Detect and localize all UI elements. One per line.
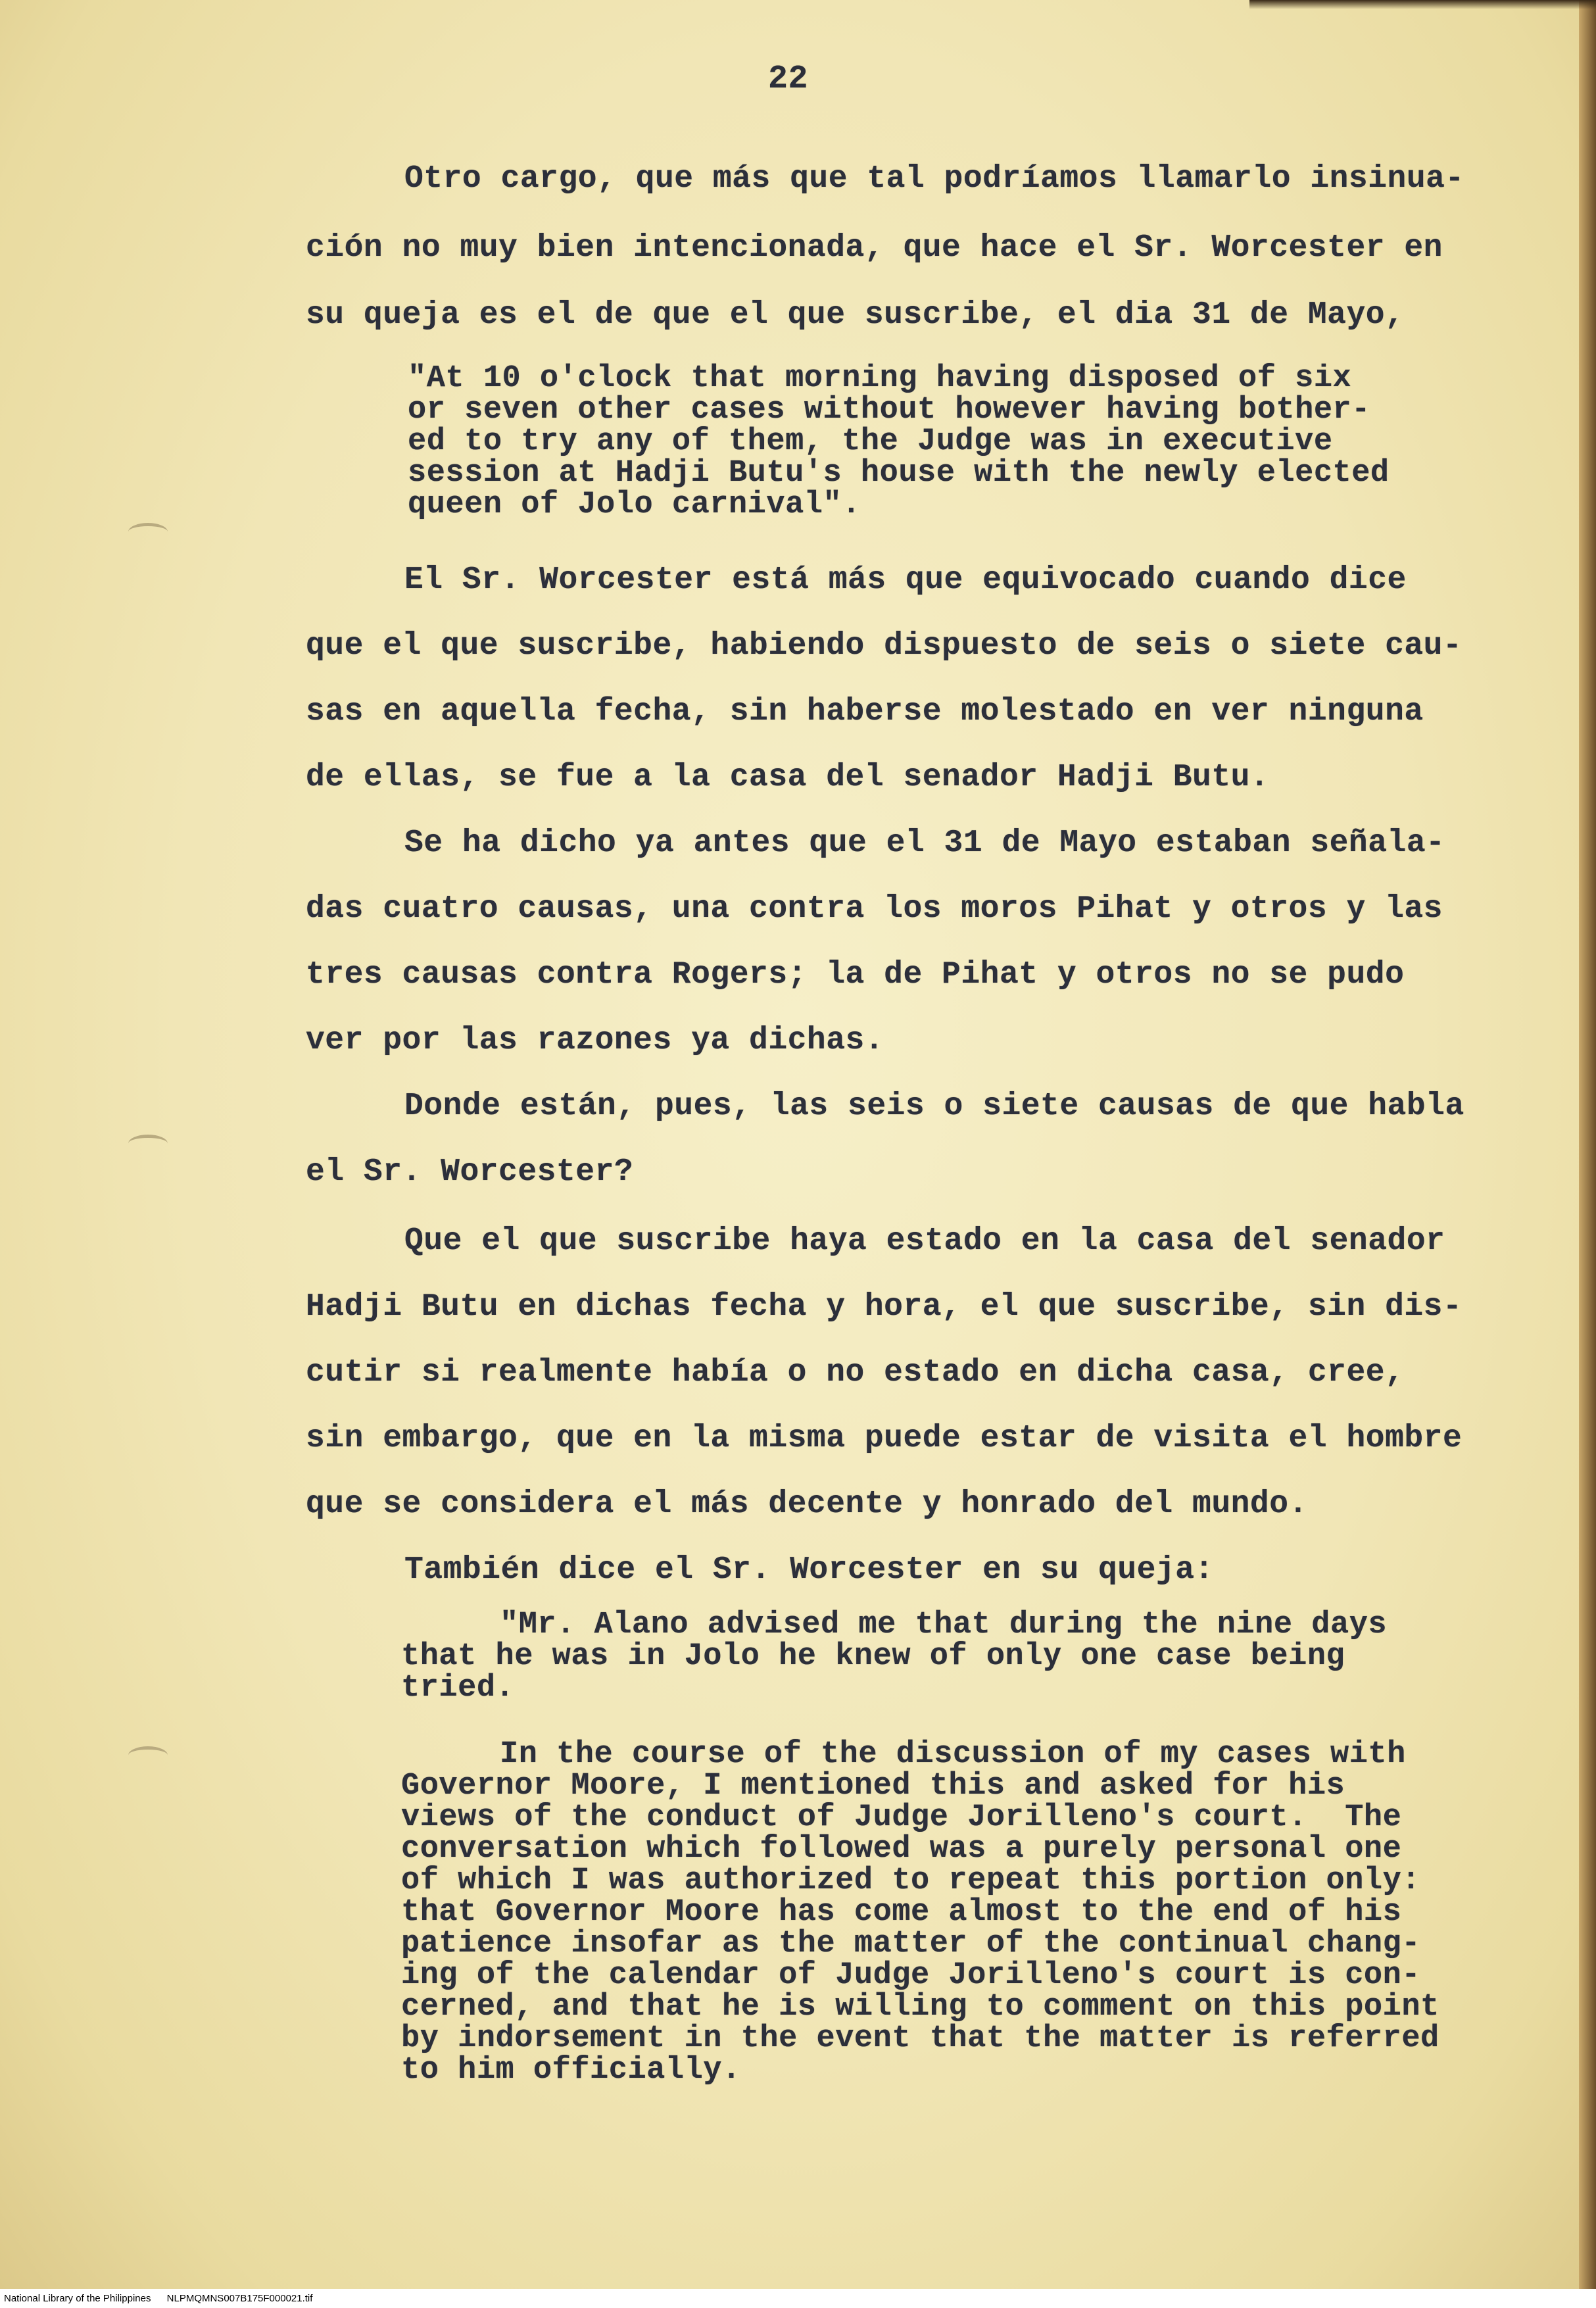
- quote-line: that he was in Jolo he knew of only one case being: [401, 1639, 1345, 1674]
- quote-line: to him officially.: [401, 2053, 741, 2088]
- scan-footer: [0, 2289, 1596, 2308]
- text-line: cutir si realmente había o no estado en dicha casa, cree,: [306, 1355, 1405, 1390]
- text-line: das cuatro causas, una contra los moros Pihat y otros y las: [306, 891, 1443, 927]
- text-line: También dice el Sr. Worcester en su queja:: [404, 1552, 1214, 1588]
- text-line: el Sr. Worcester?: [306, 1154, 634, 1190]
- page-number: 22: [768, 61, 809, 98]
- quote-line: tried.: [401, 1671, 515, 1706]
- quote-line: In the course of the discussion of my cases with: [500, 1737, 1406, 1772]
- text-line: que el que suscribe, habiendo dispuesto de seis o siete cau-: [306, 628, 1463, 664]
- text-line: sin embargo, que en la misma puede estar de visita el hombre: [306, 1421, 1463, 1456]
- quote-line: or seven other cases without however having bother-: [408, 393, 1370, 428]
- text-line: que se considera el más decente y honrado del mundo.: [306, 1486, 1308, 1522]
- quote-line: patience insofar as the matter of the continual chang-: [401, 1927, 1421, 1961]
- footer-file-id: NLPMQMNS007B175F000021.tif: [166, 2293, 313, 2304]
- footer-institution: National Library of the Philippines: [4, 2293, 151, 2304]
- quote-line: "Mr. Alano advised me that during the nine days: [500, 1608, 1388, 1642]
- quote-line: session at Hadji Butu's house with the newly elected: [408, 456, 1390, 491]
- quote-line: ing of the calendar of Judge Jorilleno's court is con-: [401, 1958, 1421, 1993]
- quote-line: "At 10 o'clock that morning having disposed of six: [408, 361, 1352, 396]
- text-line: Que el que suscribe haya estado en la casa del senador: [404, 1223, 1445, 1259]
- quote-line: Governor Moore, I mentioned this and asked for his: [401, 1769, 1345, 1804]
- quote-line: ed to try any of them, the Judge was in executive: [408, 424, 1333, 459]
- quote-line: conversation which followed was a purely personal one: [401, 1832, 1402, 1867]
- quote-line: cerned, and that he is willing to comment on this point: [401, 1990, 1439, 2025]
- page-corner-shadow: [1249, 0, 1596, 9]
- quote-line: queen of Jolo carnival".: [408, 487, 861, 522]
- text-line: ción no muy bien intencionada, que hace el Sr. Worcester en: [306, 230, 1443, 266]
- text-line: Donde están, pues, las seis o siete causas de que habla: [404, 1089, 1464, 1124]
- quote-line: that Governor Moore has come almost to the end of his: [401, 1895, 1402, 1930]
- text-line: ver por las razones ya dichas.: [306, 1023, 884, 1058]
- punch-hole-mark: [128, 523, 168, 541]
- text-line: El Sr. Worcester está más que equivocado cuando dice: [404, 562, 1407, 598]
- text-line: tres causas contra Rogers; la de Pihat y otros no se pudo: [306, 957, 1405, 993]
- text-line: su queja es el de que el que suscribe, el dia 31 de Mayo,: [306, 297, 1405, 333]
- punch-hole-mark: [128, 1746, 168, 1764]
- text-line: de ellas, se fue a la casa del senador Hadji Butu.: [306, 760, 1270, 795]
- text-line: Hadji Butu en dichas fecha y hora, el que suscribe, sin dis-: [306, 1289, 1463, 1325]
- page-edge-shadow: [1579, 0, 1596, 2289]
- quote-line: of which I was authorized to repeat this portion only:: [401, 1863, 1421, 1898]
- quote-line: views of the conduct of Judge Jorilleno's court. The: [401, 1800, 1402, 1835]
- punch-hole-mark: [128, 1135, 168, 1152]
- quote-line: by indorsement in the event that the matter is referred: [401, 2021, 1439, 2056]
- text-line: sas en aquella fecha, sin haberse molestado en ver ninguna: [306, 694, 1424, 729]
- text-line: Se ha dicho ya antes que el 31 de Mayo estaban señala-: [404, 825, 1445, 861]
- text-line: Otro cargo, que más que tal podríamos llamarlo insinua-: [404, 161, 1464, 197]
